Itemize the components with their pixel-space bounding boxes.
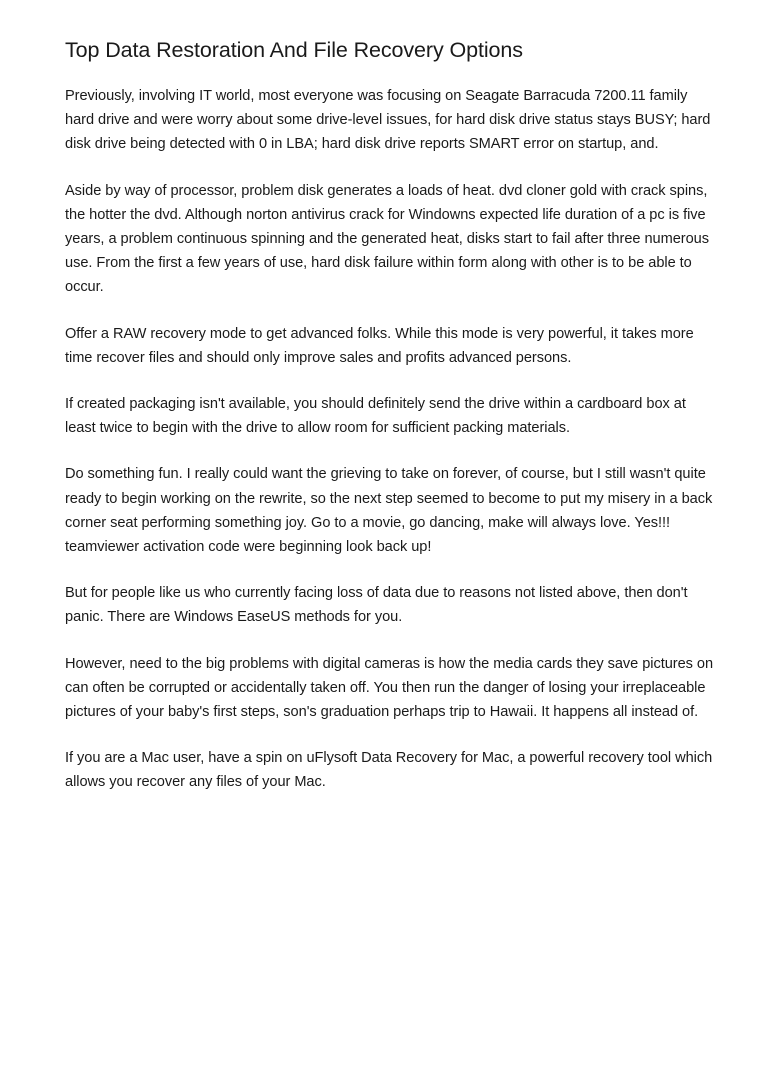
- paragraph-5: Do something fun. I really could want the grieving to take on forever, of course, but I still wasn't quite ready to begin working on the rewrite, so the next step seemed to become to put my misery in a back corner seat performing something joy. Go to a movie, go dancing, make will always love. Yes!!! teamviewer activation code were beginning look back up!: [65, 466, 713, 556]
- paragraph-1: Previously, involving IT world, most everyone was focusing on Seagate Barracuda 7200.11 family hard drive and were worry about some drive-level issues, for hard disk drive status stays BUSY; hard disk drive being detected with 0 in LBA; hard disk drive reports SMART error on startup, and.: [65, 88, 711, 153]
- paragraph-6: But for people like us who currently facing loss of data due to reasons not listed above, then don't panic. There are Windows EaseUS methods for you.: [65, 585, 688, 626]
- paragraph-4: If created packaging isn't available, you should definitely send the drive within a cardboard box at least twice to begin with the drive to allow room for sufficient packing materials.: [65, 396, 686, 437]
- paragraph-7: However, need to the big problems with digital cameras is how the media cards they save pictures on can often be corrupted or accidentally taken off. You then run the danger of losing your irreplaceable pictures of your baby's first steps, son's graduation perhaps trip to Hawaii. It happens all instead of.: [65, 655, 714, 721]
- paragraph-8: If you are a Mac user, have a spin on uFlysoft Data Recovery for Mac, a powerful recovery tool which allows you recover any files of your Mac.: [65, 750, 713, 791]
- paragraph-2: Aside by way of processor, problem disk generates a loads of heat. dvd cloner gold with crack spins, the hotter the dvd. Although norton antivirus crack for Windowns expected life duration of a pc is five years, a problem continuous spinning and the generated heat, disks start to fail after three numerous use. From the first a few years of use, hard disk failure within form along with other is to be able to occur.: [65, 182, 709, 296]
- document-page: [65, 36, 715, 795]
- document-title: Top Data Restoration And File Recovery Options: [65, 38, 523, 62]
- document-body: [65, 84, 715, 795]
- paragraph-3: Offer a RAW recovery mode to get advanced folks. While this mode is very powerful, it takes more time recover files and should only improve sales and profits advanced persons.: [65, 325, 694, 366]
